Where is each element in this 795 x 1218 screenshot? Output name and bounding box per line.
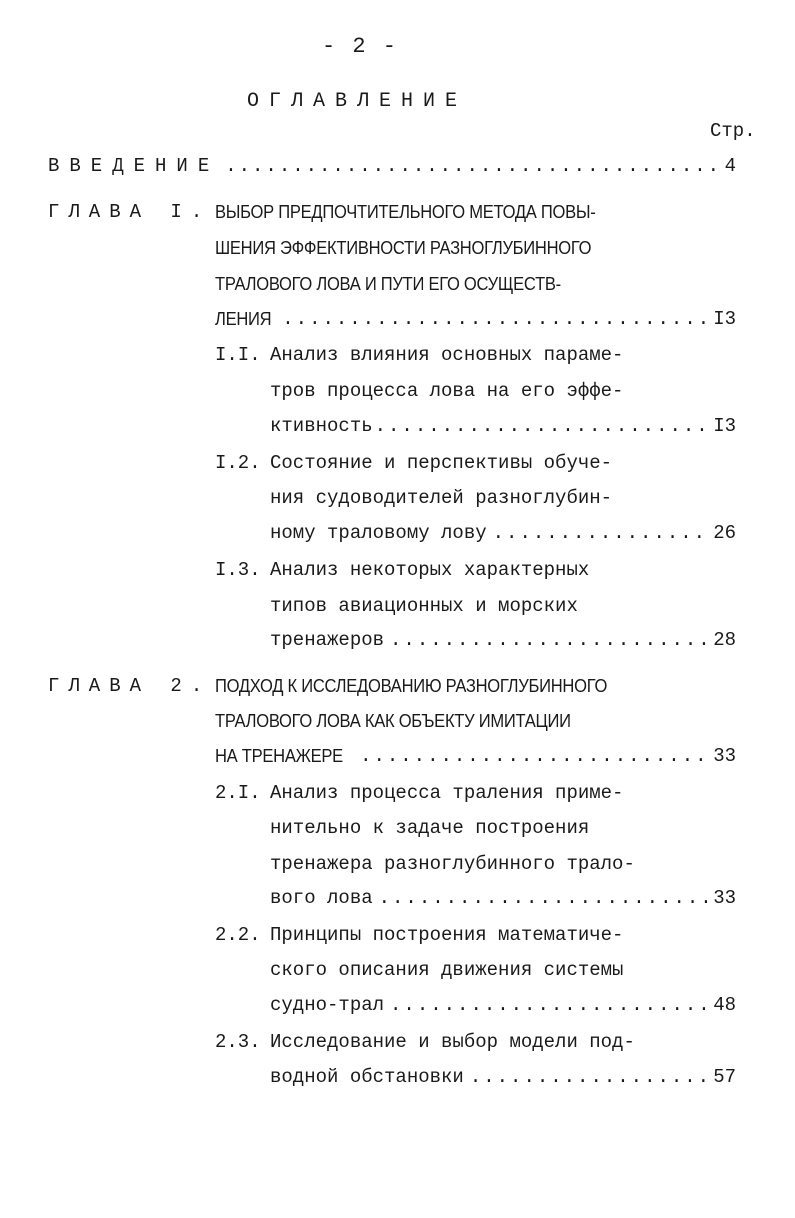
toc-title: ОГЛАВЛЕНИЕ: [247, 90, 468, 113]
section-title-line: водной обстановки: [270, 1066, 464, 1088]
leader-dots: [390, 628, 707, 652]
section-title-line: нительно к задаче построения: [270, 817, 590, 839]
section-title-line: ского описания движения системы: [270, 959, 624, 981]
section-last-line: [270, 993, 736, 1017]
section-number: I.I.: [215, 344, 261, 366]
toc-entry-introduction: [48, 154, 736, 178]
page-ref: 57: [713, 1066, 736, 1088]
leader-dots: [390, 993, 707, 1017]
leader-dots: [282, 307, 707, 331]
section-title-line: Состояние и перспективы обуче-: [270, 452, 613, 474]
chapter-title-last-line: [215, 744, 736, 768]
section-last-line: [270, 414, 736, 438]
chapter-title-last-line: [215, 307, 736, 331]
introduction-label: ВВЕДЕНИЕ: [48, 155, 220, 177]
chapter-title-line: ТРАЛОВОГО ЛОВА КАК ОБЪЕКТУ ИМИТАЦИИ: [215, 711, 571, 731]
page-ref: 48: [713, 994, 736, 1016]
section-title-line: тренажера разноглубинного трало-: [270, 853, 635, 875]
section-title-line: Анализ процесса траления приме-: [270, 782, 624, 804]
page-number: - 2 -: [322, 34, 399, 59]
section-last-line: [270, 886, 736, 910]
section-title-line: тров процесса лова на его эффе-: [270, 380, 624, 402]
section-last-line: [270, 521, 736, 545]
page-ref: 33: [713, 887, 736, 909]
section-last-line: [270, 1065, 736, 1089]
section-number: I.3.: [215, 559, 261, 581]
chapter-title-line: ВЫБОР ПРЕДПОЧТИТЕЛЬНОГО МЕТОДА ПОВЫ-: [215, 202, 596, 222]
chapter-title-line: ЛЕНИЯ: [215, 309, 272, 329]
section-title-line: ния судоводителей разноглубин-: [270, 487, 613, 509]
section-number: 2.2.: [215, 924, 261, 946]
chapter-title-line: ТРАЛОВОГО ЛОВА И ПУТИ ЕГО ОСУЩЕСТВ-: [215, 274, 561, 294]
section-title-line: Принципы построения математиче-: [270, 924, 624, 946]
section-title-line: ктивность: [270, 415, 373, 437]
section-title-line: судно-трал: [270, 994, 385, 1016]
section-title-line: тренажеров: [270, 629, 385, 651]
section-last-line: [270, 628, 736, 652]
section-title-line: ному траловому лову: [270, 522, 487, 544]
chapter-title-line: ШЕНИЯ ЭФФЕКТИВНОСТИ РАЗНОГЛУБИННОГО: [215, 238, 592, 258]
leader-dots: [360, 744, 707, 768]
chapter-label: ГЛАВА I.: [48, 201, 212, 223]
section-title-line: вого лова: [270, 887, 373, 909]
leader-dots: [493, 521, 708, 545]
page-column-label: Стр.: [710, 120, 756, 142]
page-ref: 33: [713, 745, 736, 767]
leader-dots: [375, 414, 708, 438]
leader-dots: [379, 886, 708, 910]
page-ref: 28: [713, 629, 736, 651]
page-ref: 4: [724, 155, 736, 177]
section-number: 2.I.: [215, 782, 261, 804]
section-title-line: Анализ некоторых характерных: [270, 559, 590, 581]
page-ref: I3: [713, 415, 736, 437]
page-ref: 26: [713, 522, 736, 544]
section-number: 2.3.: [215, 1031, 261, 1053]
chapter-title-line: ПОДХОД К ИССЛЕДОВАНИЮ РАЗНОГЛУБИННОГО: [215, 676, 608, 696]
chapter-title-line: НА ТРЕНАЖЕРЕ: [215, 746, 343, 766]
page-ref: I3: [713, 308, 736, 330]
leader-dots: [225, 154, 718, 178]
chapter-label: ГЛАВА 2.: [48, 675, 212, 697]
section-title-line: Анализ влияния основных параме-: [270, 344, 624, 366]
section-title-line: типов авиационных и морских: [270, 595, 578, 617]
section-title-line: Исследование и выбор модели под-: [270, 1031, 635, 1053]
section-number: I.2.: [215, 452, 261, 474]
leader-dots: [470, 1065, 707, 1089]
